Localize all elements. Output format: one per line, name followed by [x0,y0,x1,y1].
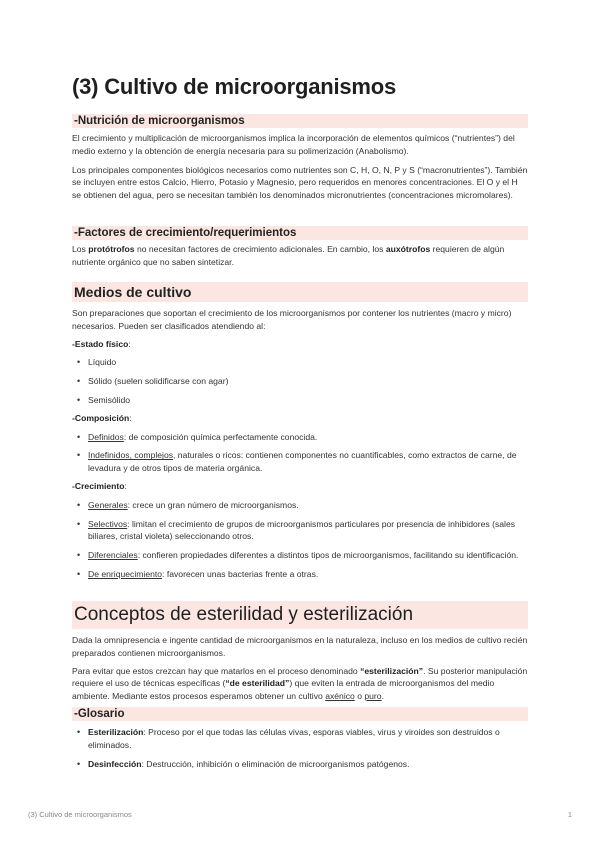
heading-medios: Medios de cultivo [72,282,528,302]
list-item: • Diferenciales: confieren propiedades diferentes a distintos tipos de microorganismos, facilitando su identificación. [72,549,528,562]
subheading-composicion: -Composición: [72,412,132,423]
paragraph: Dada la omnipresencia e ingente cantidad de microorganismos en la naturaleza, incluso en los medios de cultivo recién preparados contienen microorganismos. [72,635,528,658]
subheading-estado: -Estado físico: [72,338,131,349]
heading-nutricion: -Nutrición de microorganismos [72,114,528,128]
section-factores [72,226,528,269]
paragraph: Los protótrofos no necesitan factores de crecimiento adicionales. En cambio, los auxótrofos requieren de algún nutriente orgánico que no saben sintetizar. [72,244,505,267]
list-item: • De enriquecimiento: favorecen unas bacterias frente a otras. [72,568,528,581]
subheading-crecimiento: -Crecimiento: [72,480,127,491]
section-nutricion [72,114,528,202]
section-esterilidad [72,601,528,703]
heading-factores: -Factores de crecimiento/requerimientos [72,226,528,240]
list-item: • Generales: crece un gran número de microorganismos. [72,499,528,512]
list-item: • Líquido [72,356,528,369]
page-title: (3) Cultivo de microorganismos [72,74,397,99]
list-item: • Desinfección: Destrucción, inhibición o eliminación de microorganismos patógenos. [72,758,528,771]
list-item: • Definidos: de composición química perfectamente conocida. [72,431,528,444]
footer-title: (3) Cultivo de microorganismos [28,810,132,819]
list-item: • Semisólido [72,394,528,407]
list-composicion [72,431,528,475]
page-number: 1 [567,810,572,819]
list-item: • Sólido (suelen solidificarse con agar) [72,375,528,388]
list-crecimiento [72,499,528,581]
section-glosario [72,707,528,770]
heading-glosario: -Glosario [72,707,528,721]
paragraph: El crecimiento y multiplicación de microorganismos implica la incorporación de elementos químicos (“nutrientes”) del medio externo y la obtención de energía necesaria para su polimerización (Anabolismo). [72,133,515,156]
list-item: • Selectivos: limitan el crecimiento de grupos de microorganismos particulares por presencia de inhibidores (sales biliares, cristal violeta) seleccionando otros. [72,518,528,544]
paragraph: Son preparaciones que soportan el crecimiento de los microorganismos por contener los nutrientes (macro y micro) necesarios. Pueden ser clasificados atendiendo al: [72,308,512,331]
paragraph: Los principales componentes biológicos necesarios como nutrientes son C, H, O, N, P y S (“macronutrientes”). También se incluyen entre estos Calcio, Hierro, Potasio y Magnesio, pero requeridos en menores concentraciones. El O y el H se obtienen del agua, pero se necesitan también los denominados micronutrientes (concentraciones micromolares). [72,164,528,201]
list-item: • Esterilización: Proceso por el que todas las células vivas, esporas viables, virus y viroides son destruidos o eliminados. [72,726,528,752]
list-glosario [72,726,528,770]
section-medios [72,282,528,581]
heading-esterilidad: Conceptos de esterilidad y esterilización [72,601,528,629]
list-estado [72,356,528,406]
list-item: • Indefinidos, complejos, naturales o ricos: contienen componentes no cuantificables, como extractos de carne, de levadura y de otros tipos de materia orgánica. [72,449,528,475]
paragraph: Para evitar que estos crezcan hay que matarlos en el proceso denominado “esterilización”. Su posterior manipulación requiere el uso de técnicas específicas (“de esterilidad”) que eviten la entrada de microorganismos del medio ambiente. Mediante estos procesos esperamos obtener un cultivo axénico o puro. [72,665,528,702]
